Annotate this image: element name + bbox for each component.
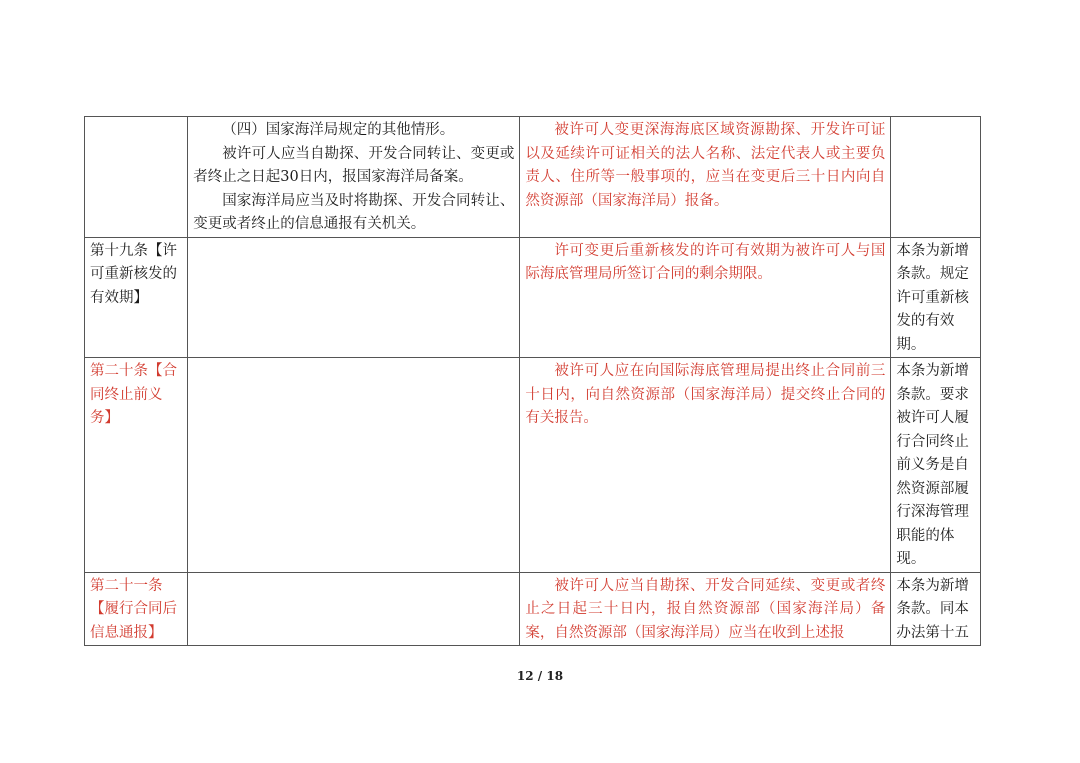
new-text-cell <box>520 358 891 573</box>
new-text-paragraph: 被许可人变更深海海底区域资源勘探、开发许可证以及延续许可证相关的法人名称、法定代表人或主要负责人、住所等一般事项的，应当在变更后三十日内向自然资源部（国家海洋局）报备。 <box>525 122 886 209</box>
article-title: 第二十一条【履行合同后信息通报】 <box>90 577 177 641</box>
note-text: 本条为新增条款。要求被许可人履行合同终止前义务是自然资源部履行深海管理职能的体现。 <box>896 363 969 567</box>
old-text-paragraph: 国家海洋局应当及时将勘探、开发合同转让、变更或者终止的信息通报有关机关。 <box>193 192 515 232</box>
new-text-paragraph: 被许可人应在向国际海底管理局提出终止合同前三十日内，向自然资源部（国家海洋局）提交终止合同的有关报告。 <box>525 363 886 426</box>
new-text-cell <box>520 572 891 646</box>
note-cell <box>891 237 981 358</box>
comparison-table <box>84 116 981 646</box>
old-text-cell <box>188 237 520 358</box>
article-cell <box>85 358 188 573</box>
note-text: 本条为新增条款。规定许可重新核发的有效期。 <box>896 242 969 353</box>
new-text-cell <box>520 117 891 238</box>
note-text: 本条为新增条款。同本办法第十五 <box>896 577 969 641</box>
table-row <box>85 358 981 573</box>
article-cell <box>85 237 188 358</box>
old-text-cell <box>188 117 520 238</box>
note-cell <box>891 358 981 573</box>
new-text-paragraph: 被许可人应当自勘探、开发合同延续、变更或者终止之日起三十日内，报自然资源部（国家海洋局）备案，自然资源部（国家海洋局）应当在收到上述报 <box>525 577 886 641</box>
table-row <box>85 572 981 646</box>
table-row <box>85 117 981 238</box>
old-text-paragraph: （四）国家海洋局规定的其他情形。 <box>222 122 455 138</box>
article-cell <box>85 117 188 238</box>
page-number: 12 / 18 <box>516 669 564 683</box>
table-row <box>85 237 981 358</box>
article-title: 第十九条【许可重新核发的有效期】 <box>90 242 177 306</box>
note-cell <box>891 572 981 646</box>
new-text-paragraph: 许可变更后重新核发的许可有效期为被许可人与国际海底管理局所签订合同的剩余期限。 <box>525 242 886 282</box>
old-text-cell <box>188 572 520 646</box>
old-text-cell <box>188 358 520 573</box>
article-cell <box>85 572 188 646</box>
article-title: 第二十条【合同终止前义务】 <box>90 363 177 426</box>
note-cell <box>891 117 981 238</box>
new-text-cell <box>520 237 891 358</box>
old-text-paragraph: 被许可人应当自勘探、开发合同转让、变更或者终止之日起30日内，报国家海洋局备案。 <box>193 145 515 185</box>
